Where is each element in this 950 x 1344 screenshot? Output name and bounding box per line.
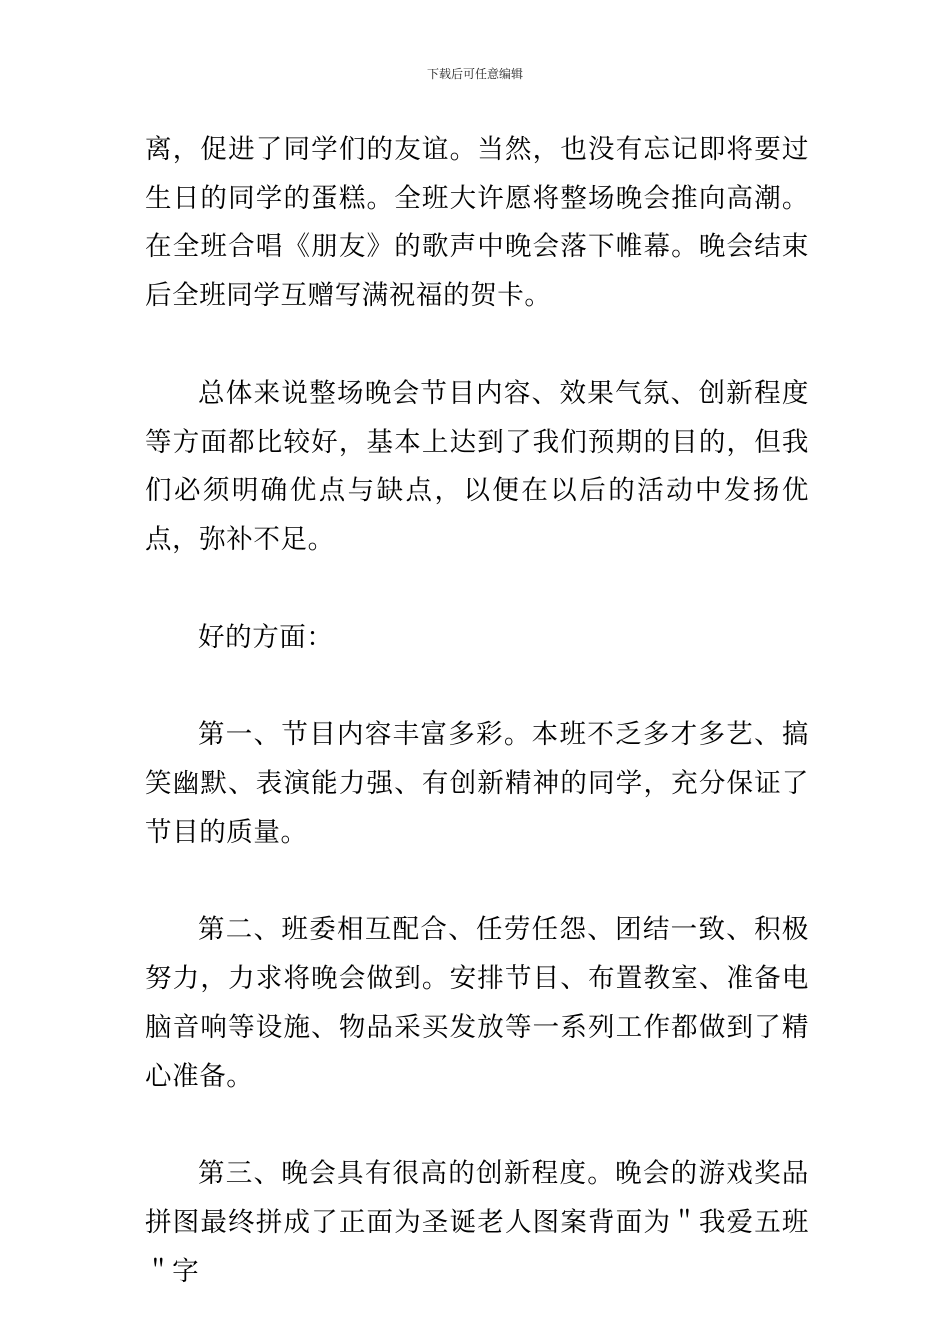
paragraph-point-one: 第一、节目内容丰富多彩。本班不乏多才多艺、搞笑幽默、表演能力强、有创新精神的同学，充分保证了节目的质量。 — [145, 719, 809, 848]
paragraph-gap — [145, 1101, 809, 1150]
paragraph-gap — [145, 662, 809, 711]
paragraph-gap — [145, 321, 809, 370]
paragraph-point-two: 第二、班委相互配合、任劳任怨、团结一致、积极努力，力求将晚会做到。安排节目、布置教室、准备电脑音响等设施、物品采买发放等一系列工作都做到了精心准备。 — [145, 914, 809, 1092]
paragraph-summary: 总体来说整场晚会节目内容、效果气氛、创新程度等方面都比较好，基本上达到了我们预期的目的，但我们必须明确优点与缺点，以便在以后的活动中发扬优点，弥补不足。 — [145, 377, 809, 555]
paragraph-point-three: 第三、晚会具有很高的创新程度。晚会的游戏奖品拼图最终拼成了正面为圣诞老人图案背面为＂我爱五班＂字 — [145, 1158, 809, 1287]
page-header: 下载后可任意编辑 — [426, 67, 523, 81]
document-body — [145, 126, 809, 1296]
paragraph-gap — [145, 565, 809, 614]
paragraph-continuation: 离，促进了同学们的友谊。当然，也没有忘记即将要过生日的同学的蛋糕。全班大许愿将整场晚会推向高潮。在全班合唱《朋友》的歌声中晚会落下帷幕。晚会结束后全班同学互赠写满祝福的贺卡。 — [145, 134, 809, 312]
section-heading-good-aspects: 好的方面： — [198, 621, 334, 653]
paragraph-gap — [145, 857, 809, 906]
